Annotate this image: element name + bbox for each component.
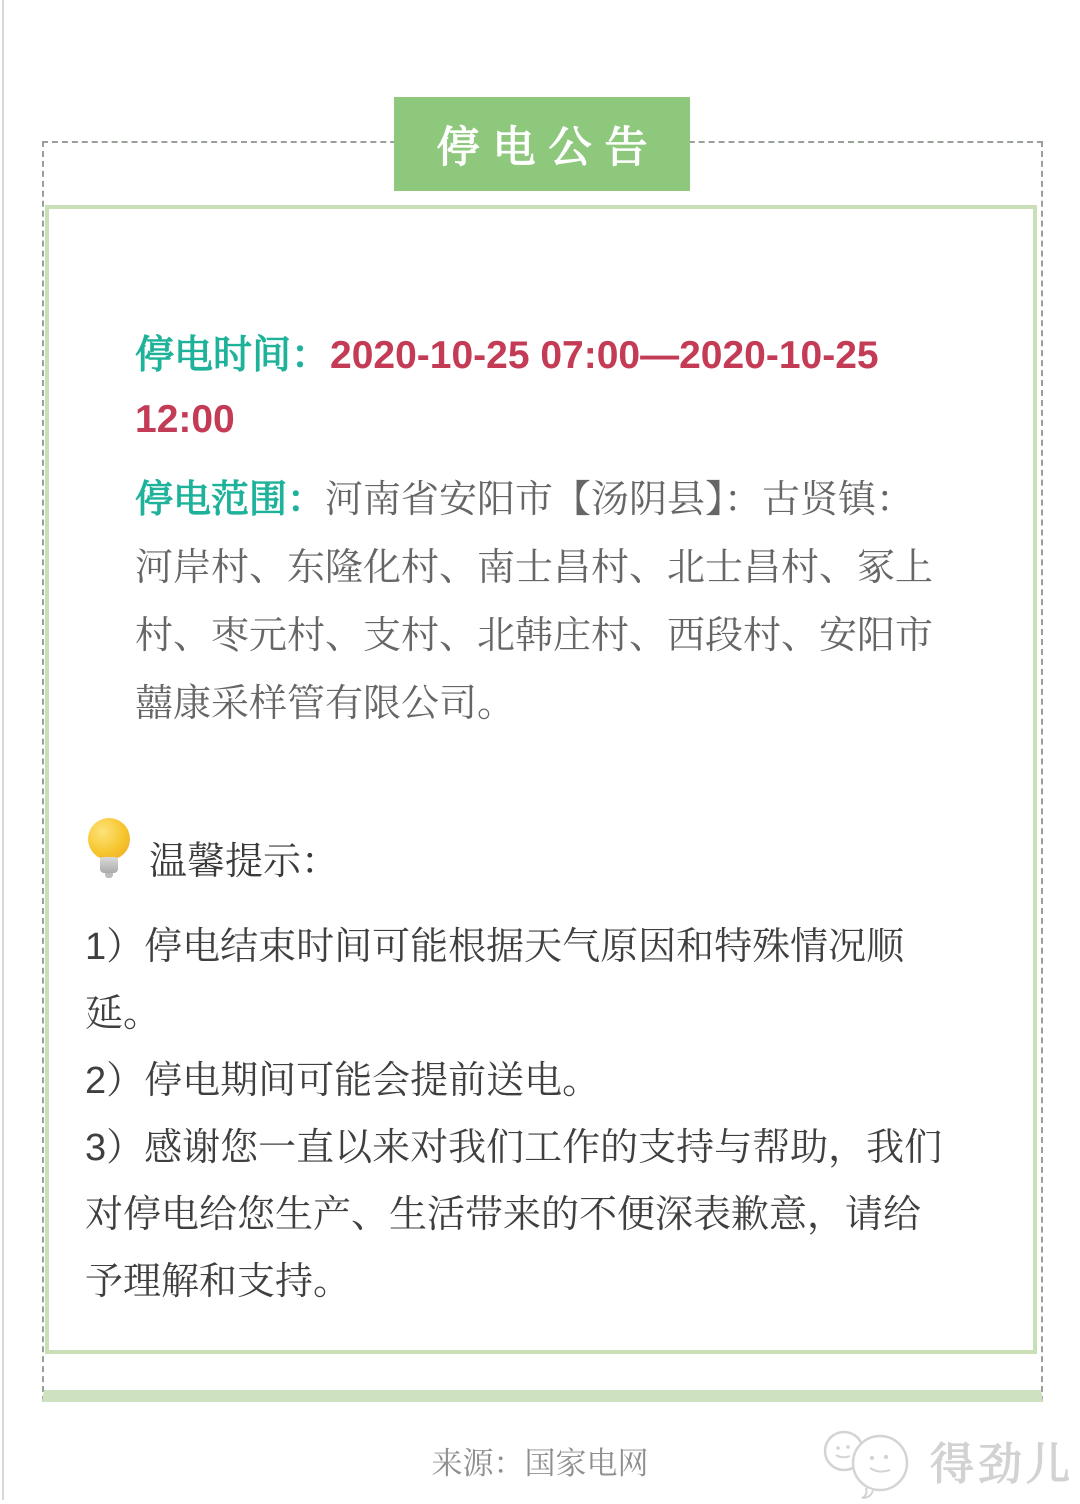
light-bulb-glass — [88, 818, 130, 860]
watermark-text: 得劲儿 — [930, 1440, 1074, 1489]
outage-scope-text-line-2: 河岸村、东隆化村、南士昌村、北士昌村、冢上 — [135, 547, 934, 589]
tip-line-5: 对停电给您生产、生活带来的不便深表歉意，请给 — [85, 1194, 922, 1236]
left-edge-divider — [2, 0, 4, 1500]
outage-time-value-line-1: 2020-10-25 07:00—2020-10-25 — [330, 334, 879, 377]
outage-time-label: 停电时间： — [135, 334, 331, 377]
outage-time-line-1 — [135, 324, 997, 388]
outage-scope-section — [135, 466, 997, 738]
outage-scope-line-1 — [135, 466, 997, 534]
outage-scope-label: 停电范围： — [135, 479, 326, 521]
tips-header — [85, 818, 1001, 886]
tip-line-4: 3）感谢您一直以来对我们工作的支持与帮助，我们 — [85, 1127, 943, 1169]
tips-heading: 温馨提示： — [149, 841, 340, 883]
outage-scope-text-line-1: 河南省安阳市【汤阴县】：古贤镇： — [325, 479, 915, 521]
notice-body — [45, 205, 1037, 1354]
light-bulb-base — [100, 857, 118, 873]
tips-section — [85, 818, 1001, 1316]
watermark-faces-icon — [818, 1421, 922, 1499]
tip-line-2: 延。 — [85, 993, 162, 1035]
outage-scope-text-line-4: 囍康采样管有限公司。 — [135, 683, 516, 725]
outage-time-value-line-2: 12:00 — [135, 398, 235, 441]
source-credit: 来源：国家电网 — [431, 1446, 649, 1481]
tip-line-6: 予理解和支持。 — [85, 1261, 352, 1303]
outage-scope-text-line-3: 村、枣元村、支村、北韩庄村、西段村、安阳市 — [135, 615, 934, 657]
tip-line-1: 1）停电结束时间可能根据天气原因和特殊情况顺 — [85, 926, 905, 968]
light-bulb-tip — [105, 873, 113, 878]
notice-title: 停电公告 — [436, 123, 661, 172]
publisher-watermark — [818, 1420, 1074, 1500]
outage-time-section — [135, 324, 997, 452]
notice-title-badge — [394, 97, 690, 191]
light-bulb-icon — [85, 818, 133, 886]
tip-line-3: 2）停电期间可能会提前送电。 — [85, 1060, 601, 1102]
